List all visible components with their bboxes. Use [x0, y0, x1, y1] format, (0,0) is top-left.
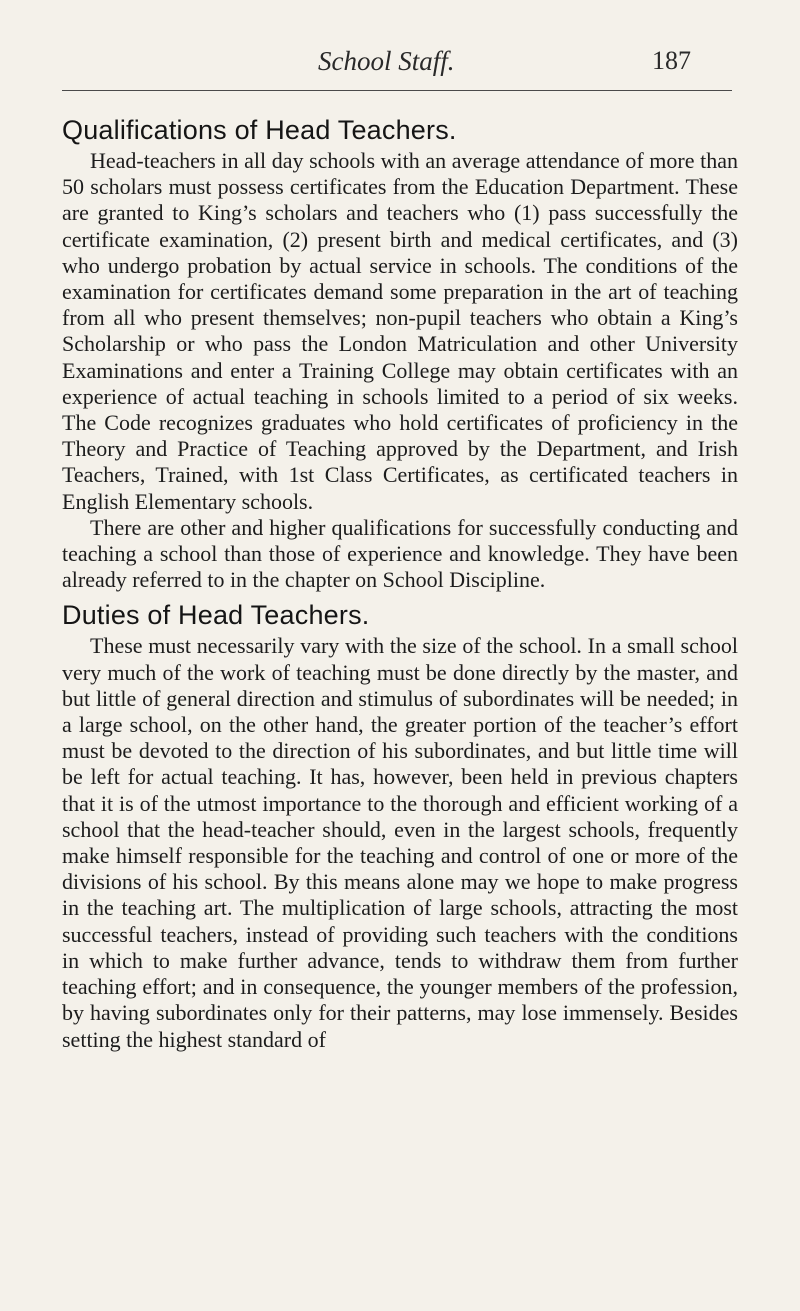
page-body: [62, 112, 738, 1053]
paragraph: Head-teachers in all day schools with an average attendance of more than 50 scholars must possess certificates from the Education Department. These are granted to King’s scholars and teachers who (1) pass successfully the certificate examination, (2) present birth and medical certificates, and (3) who undergo probation by actual service in schools. The conditions of the examination for certificates demand some preparation in the art of teaching from all who present themselves; non-pupil teachers who obtain a King’s Scholarship or who pass the London Matriculation and other University Examinations and enter a Training College may obtain certificates with an experience of actual teaching in schools limited to a period of six weeks. The Code recognizes graduates who hold certificates of proficiency in the Theory and Practice of Teaching approved by the Department, and Irish Teachers, Trained, with 1st Class Certificates, as certificated teachers in English Elementary schools.: [62, 148, 738, 514]
running-header: [0, 46, 800, 86]
page-number: 187: [652, 46, 691, 75]
section-heading-duties: Duties of Head Teachers.: [62, 600, 370, 631]
running-title: School Staff.: [318, 46, 455, 76]
paragraph: There are other and higher qualifications for successfully conducting and teaching a school than those of experience and knowledge. They have been already referred to in the chapter on School Discipline.: [62, 514, 738, 593]
paragraph: These must necessarily vary with the size of the school. In a small school very much of the work of teaching must be done directly by the master, and but little of general direction and stimulus of subordinates will be needed; in a large school, on the other hand, the greater portion of the teacher’s effort must be devoted to the direction of his subordinates, and but little time will be left for actual teaching. It has, however, been held in previous chapters that it is of the utmost importance to the thorough and efficient working of a school that the head-teacher should, even in the largest schools, frequently make himself responsible for the teaching and control of one or more of the divisions of his school. By this means alone may we hope to make progress in the teaching art. The multiplication of large schools, attracting the most successful teachers, instead of providing such teachers with the conditions in which to make further advance, tends to withdraw them from further teaching effort; and in consequence, the younger members of the profession, by having subordinates only for their patterns, may lose immensely. Besides setting the highest standard of: [62, 633, 738, 1052]
header-rule: [62, 90, 732, 91]
section-heading-qualifications: Qualifications of Head Teachers.: [62, 115, 457, 145]
